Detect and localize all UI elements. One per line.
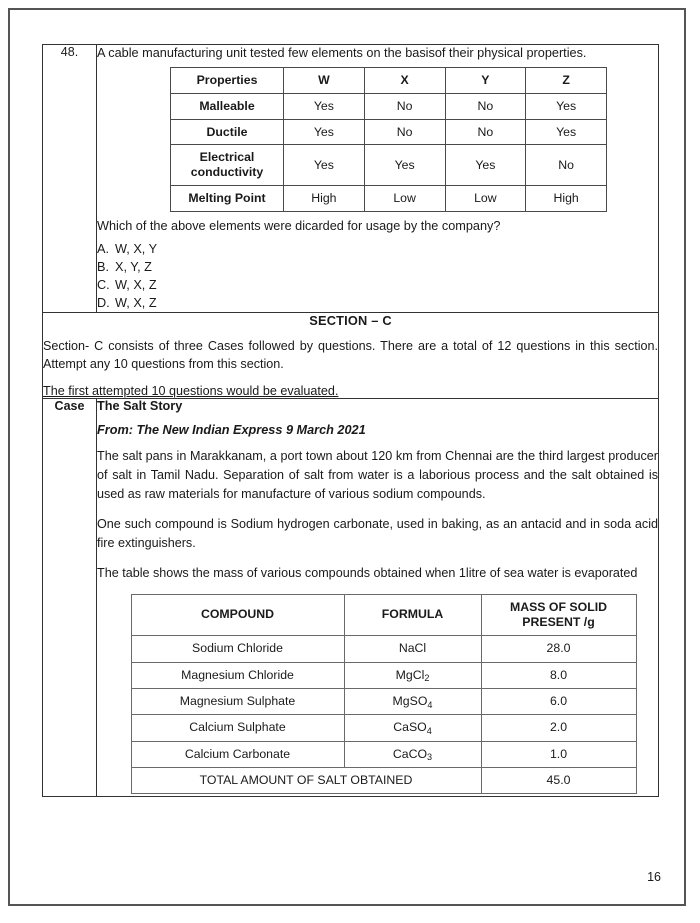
property-label: Electrical conductivity	[171, 145, 284, 186]
property-value-y: No	[445, 119, 526, 145]
properties-header-z: Z	[526, 68, 607, 94]
compound-formula	[344, 715, 481, 741]
table-row	[131, 715, 636, 741]
compound-mass: 28.0	[481, 636, 636, 662]
property-value-y: Low	[445, 185, 526, 211]
properties-header-properties: Properties	[171, 68, 284, 94]
property-value-w: Yes	[284, 145, 365, 186]
compound-header-mass	[481, 594, 636, 636]
property-label: Melting Point	[171, 185, 284, 211]
option-a-key: A.	[97, 241, 109, 256]
question-row-48	[43, 45, 659, 313]
section-c-underlined-note: The first attempted 10 questions would be evaluated.	[43, 384, 339, 399]
property-label: Ductile	[171, 119, 284, 145]
property-value-z: Yes	[526, 93, 607, 119]
option-d-text: W, X, Z	[115, 295, 157, 310]
table-row	[131, 636, 636, 662]
option-a-text: W, X, Y	[115, 241, 158, 256]
compound-formula-base: MgCl	[395, 667, 425, 682]
property-value-w: Yes	[284, 119, 365, 145]
property-value-z: High	[526, 185, 607, 211]
property-value-z: Yes	[526, 119, 607, 145]
compound-formula-subscript: 3	[427, 752, 433, 763]
table-row	[131, 689, 636, 715]
property-value-x: Yes	[364, 145, 445, 186]
compound-table-wrapper	[97, 594, 658, 795]
table-row	[131, 662, 636, 688]
properties-header-x: X	[364, 68, 445, 94]
section-c-note: Section- C consists of three Cases followed by questions. There are a total of 12 questions in this section. Attempt any 10 questions from this section.	[43, 338, 658, 372]
case-title: The Salt Story	[97, 399, 183, 414]
compound-formula-base: NaCl	[398, 641, 427, 656]
properties-header-y: Y	[445, 68, 526, 94]
property-value-z: No	[526, 145, 607, 186]
compound-formula	[344, 662, 481, 688]
question-number-48: 48.	[43, 45, 97, 313]
compound-formula	[344, 689, 481, 715]
options-list-48	[97, 240, 658, 312]
page-number: 16	[647, 870, 661, 884]
option-d-key: D.	[97, 295, 110, 310]
table-row	[171, 119, 607, 145]
option-b-text: X, Y, Z	[115, 259, 152, 274]
table-row	[171, 145, 607, 186]
section-c-row	[43, 312, 659, 399]
compound-formula	[344, 741, 481, 767]
compound-total-label: TOTAL AMOUNT OF SALT OBTAINED	[131, 768, 481, 794]
case-row	[43, 399, 659, 797]
option-c-key: C.	[97, 277, 110, 292]
compound-total-row	[131, 768, 636, 794]
question-body-48	[97, 45, 659, 313]
properties-header-row	[171, 68, 607, 94]
option-d[interactable]	[97, 294, 658, 312]
question-stem-48: A cable manufacturing unit tested few elements on the basisof their physical properties.	[97, 46, 587, 60]
section-c-cell	[43, 312, 659, 399]
option-c-text: W, X, Z	[115, 277, 157, 292]
compound-mass: 6.0	[481, 689, 636, 715]
property-value-x: Low	[364, 185, 445, 211]
case-label: Case	[43, 399, 97, 797]
compound-formula-base: MgSO	[392, 694, 428, 709]
compound-name: Magnesium Sulphate	[131, 689, 344, 715]
properties-header-w: W	[284, 68, 365, 94]
table-row	[171, 93, 607, 119]
compound-total-value: 45.0	[481, 768, 636, 794]
compound-formula-subscript: 4	[427, 699, 433, 710]
compound-formula	[344, 636, 481, 662]
compound-formula-base: CaCO	[392, 746, 428, 761]
option-a[interactable]	[97, 240, 658, 258]
property-value-w: High	[284, 185, 365, 211]
property-value-y: No	[445, 93, 526, 119]
compound-name: Sodium Chloride	[131, 636, 344, 662]
option-b-key: B.	[97, 259, 109, 274]
property-value-x: No	[364, 119, 445, 145]
case-paragraph: The table shows the mass of various compounds obtained when 1litre of sea water is evaporated	[97, 565, 638, 580]
section-c-title: SECTION – C	[309, 312, 392, 328]
compound-table	[131, 594, 637, 795]
option-b[interactable]	[97, 258, 658, 276]
properties-table	[170, 67, 607, 212]
compound-mass: 2.0	[481, 715, 636, 741]
compound-formula-base: CaSO	[393, 720, 427, 735]
case-paragraph: The salt pans in Marakkanam, a port town about 120 km from Chennai are the third largest producer of salt in Tamil Nadu. Separation of salt from water is a laborious process and the salt obtained is used as raw materials for manufacture of various sodium compounds.	[97, 449, 658, 502]
compound-mass: 8.0	[481, 662, 636, 688]
case-source: From: The New Indian Express 9 March 2021	[97, 423, 366, 438]
compound-header-row	[131, 594, 636, 636]
document-page	[8, 8, 686, 906]
compound-formula-subscript: 2	[424, 673, 430, 684]
compound-header-mass-line1: MASS OF SOLID	[509, 599, 607, 614]
property-value-w: Yes	[284, 93, 365, 119]
compound-header-formula: FORMULA	[344, 594, 481, 636]
compound-header-mass-line2: PRESENT /g	[522, 614, 595, 629]
compound-header-compound: COMPOUND	[131, 594, 344, 636]
question-grid	[42, 44, 659, 797]
case-body	[97, 399, 659, 797]
page-content	[10, 10, 684, 904]
table-row	[171, 185, 607, 211]
table-row	[131, 741, 636, 767]
option-c[interactable]	[97, 276, 658, 294]
case-paragraph: One such compound is Sodium hydrogen carbonate, used in baking, as an antacid and in soda acid fire extinguishers.	[97, 516, 658, 550]
compound-name: Calcium Carbonate	[131, 741, 344, 767]
compound-name: Magnesium Chloride	[131, 662, 344, 688]
compound-formula-subscript: 4	[426, 725, 432, 736]
property-label: Malleable	[171, 93, 284, 119]
question-prompt-48: Which of the above elements were dicarded for usage by the company?	[97, 218, 501, 233]
compound-mass: 1.0	[481, 741, 636, 767]
property-value-x: No	[364, 93, 445, 119]
compound-name: Calcium Sulphate	[131, 715, 344, 741]
property-value-y: Yes	[445, 145, 526, 186]
properties-table-wrapper	[97, 67, 658, 212]
